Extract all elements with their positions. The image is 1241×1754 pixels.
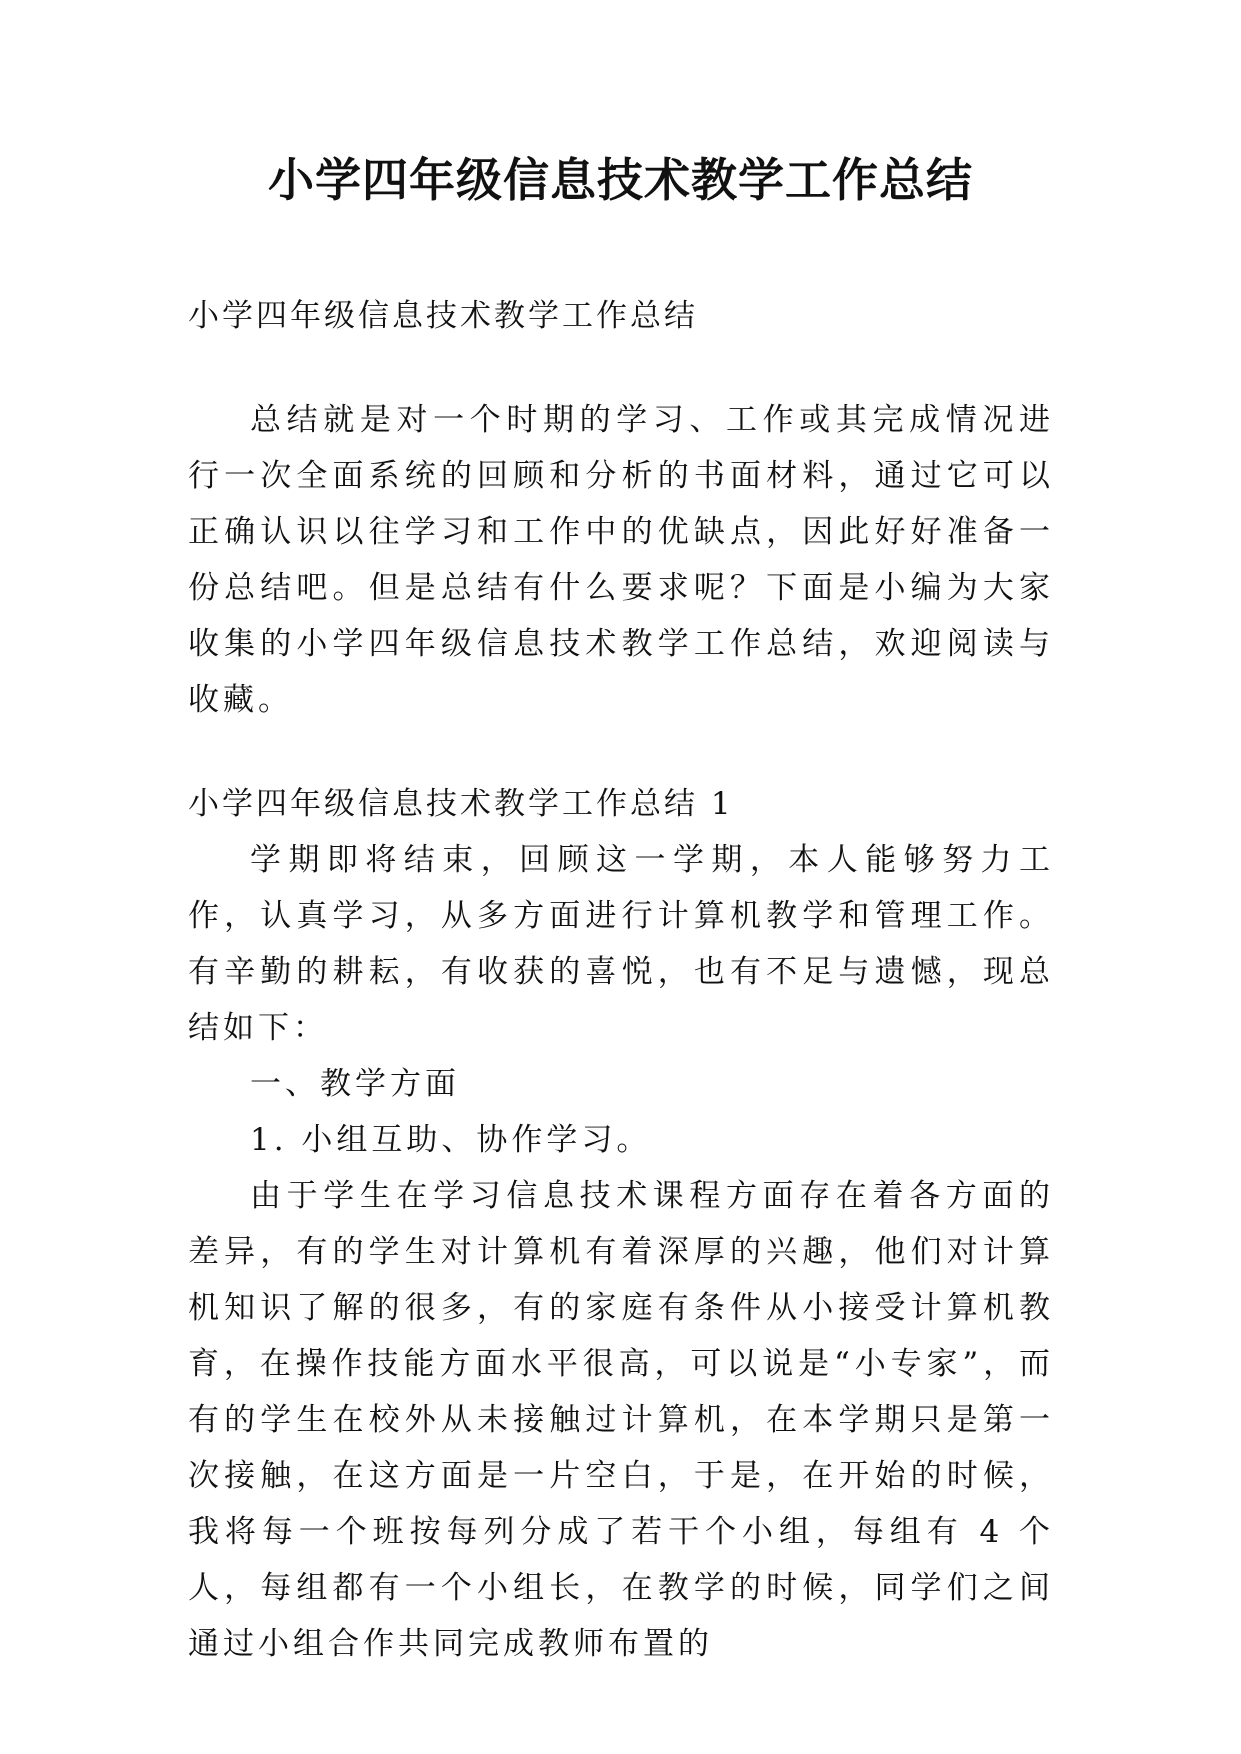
spacer — [188, 728, 1054, 776]
section-heading: 小学四年级信息技术教学工作总结 1 — [188, 786, 734, 822]
list-item: 1. 小组互助、协作学习。 — [250, 1122, 652, 1158]
document-title: 小学四年级信息技术教学工作总结 — [268, 153, 973, 207]
document-body — [188, 288, 1054, 1672]
intro-paragraph: 总结就是对一个时期的学习、工作或其完成情况进行一次全面系统的回顾和分析的书面材料，通过它可以正确认识以往学习和工作中的优缺点，因此好好准备一份总结吧。但是总结有什么要求呢？下面是小编为大家收集的小学四年级信息技术教学工作总结，欢迎阅读与收藏。 — [188, 402, 1054, 718]
section-paragraph: 由于学生在学习信息技术课程方面存在着各方面的差异，有的学生对计算机有着深厚的兴趣，他们对计算机知识了解的很多，有的家庭有条件从小接受计算机教育，在操作技能方面水平很高，可以说是“小专家”，而有的学生在校外从未接触过计算机，在本学期只是第一次接触，在这方面是一片空白，于是，在开始的时候，我将每一个班按每列分成了若干个小组，每组有 4 个人，每组都有一个小组长，在教学的时候，同学们之间通过小组合作共同完成教师布置的 — [188, 1178, 1054, 1662]
spacer — [188, 344, 1054, 392]
subsection-heading: 一、教学方面 — [250, 1066, 460, 1102]
section-paragraph: 学期即将结束，回顾这一学期，本人能够努力工作，认真学习，从多方面进行计算机教学和管理工作。有辛勤的耕耘，有收获的喜悦，也有不足与遗憾，现总结如下： — [188, 842, 1054, 1046]
document-subtitle: 小学四年级信息技术教学工作总结 — [188, 298, 698, 334]
